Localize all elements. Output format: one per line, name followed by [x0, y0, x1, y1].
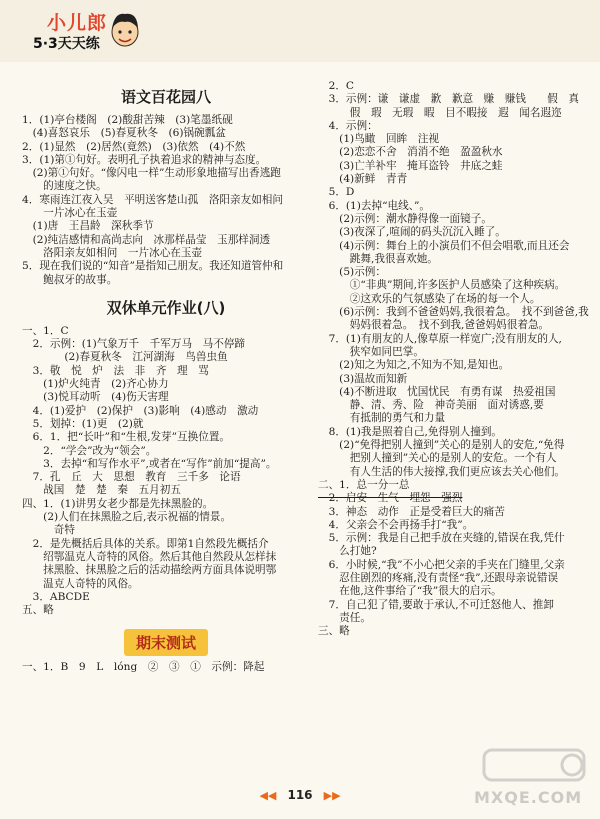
- answer-line: 鲍叔牙的故事。: [22, 273, 118, 286]
- answer-line: 奇特: [22, 524, 75, 537]
- answer-line: 温克人奇特的风俗。: [22, 577, 139, 590]
- answer-line: 一、1．B 9 L lóng ② ③ ① 示例：降起: [22, 661, 265, 674]
- answer-line: 5．现在我们说的“知音”是指知己朋友。我还知道管仲和: [22, 260, 284, 273]
- answer-line: 战国 楚 楚 秦 五月初五: [22, 484, 181, 497]
- answer-line: 8．(1)我是照着自己,免得别人撞到。: [318, 425, 503, 438]
- answer-line: 4．(1)爱护 (2)保护 (3)影响 (4)感动 激动: [22, 404, 259, 417]
- answer-line: (2)纯洁感情和高尚志向 冰那样晶莹 玉那样洞透: [22, 233, 271, 246]
- section-answers-weekend-homework: [22, 325, 310, 618]
- right-column: [318, 80, 588, 638]
- answer-line: (2)示例：潮水静得像一面镜子。: [318, 212, 492, 225]
- answer-line: 2．是先概括后具体的关系。即第1自然段先概括介: [22, 537, 269, 550]
- logo-subtitle: 5·3天天练: [33, 36, 100, 52]
- answer-line: (2)第①句好。“像闪电一样”生动形象地描写出香逃跑: [22, 167, 281, 180]
- answer-line-struck: [318, 492, 588, 505]
- logo-title: 小儿郎: [47, 12, 108, 34]
- answer-line: 假 瑕 无瑕 暇 目不暇接 遐 闻名遐迩: [318, 106, 562, 119]
- section-title-weekend-homework: 双休单元作业(八): [106, 298, 226, 317]
- answer-line: 4．父亲会不会再扬手打“我”。: [318, 518, 474, 531]
- answers-part-a: [318, 80, 588, 492]
- answer-line: (6)示例：我到不爸爸妈妈,我很着急。 找不到爸爸,我: [318, 306, 589, 319]
- answer-line: (1)鸟瞰 回眸 注视: [318, 133, 439, 146]
- left-column: [22, 80, 310, 675]
- answer-line: 5．D: [318, 186, 355, 199]
- answer-line: 洛阳亲友如相问 一片冰心在玉壶: [22, 246, 203, 259]
- answer-line: (2)人们在抹黑脸之后,表示祝福的情景。: [22, 511, 232, 524]
- answer-line: 3．示例：谦 谦虚 歉 歉意 赚 赚钱 假 真: [318, 93, 579, 106]
- answer-line: 4．示例：: [318, 119, 378, 132]
- answer-line: (2)恋恋不舍 消消不绝 盈盈秋水: [318, 146, 503, 159]
- answer-line: (4)示例：舞台上的小演员们不但会唱歌,而且还会: [318, 239, 570, 252]
- answer-line: 一片冰心在玉壶: [22, 207, 118, 220]
- answer-line: (5)示例：: [318, 266, 386, 279]
- answer-line: 的速度之快。: [22, 180, 107, 193]
- answer-line: ②这欢乐的气氛感染了在场的每一个人。: [318, 292, 541, 305]
- answer-line: 在他,这件事给了“我”很大的启示。: [318, 585, 502, 598]
- final-test-badge: 期末测试: [124, 629, 208, 656]
- section-title-garden-8: 语文百花园八: [120, 88, 211, 106]
- answer-line: 妈妈很着急。 找不到我,爸爸妈妈很着急。: [318, 319, 550, 332]
- answer-line: 把别人撞到”关心的是别人的安危。一个有人: [318, 452, 557, 465]
- answer-line: (4)新鲜 青青: [318, 173, 408, 186]
- watermark-mark-icon: [474, 744, 594, 788]
- next-arrows-icon: ▶▶: [323, 789, 341, 802]
- answer-line: (2)知之为知之,不知为不知,是知也。: [318, 359, 510, 372]
- answers-part-b: [318, 506, 588, 639]
- answer-line: 五、略: [22, 604, 54, 617]
- section-answers-garden-8: [22, 114, 310, 287]
- answer-line: (4)喜怒哀乐 (5)春夏秋冬 (6)锅碗瓢盆: [22, 127, 226, 140]
- answer-line: (3)夜深了,喧闹的码头沉沉入睡了。: [318, 226, 506, 239]
- boy-mascot-icon: [107, 8, 143, 52]
- answer-line: 3．去掉“和写作水平”,或者在“写作”前加“提高”。: [22, 457, 277, 470]
- answer-line: (3)温故而知新: [318, 372, 408, 385]
- answer-line: 6．小时候,“我”不小心把父亲的手夹在门缝里,父亲: [318, 558, 565, 571]
- answer-line: 7．孔 丘 大 思想 教育 三千多 论语: [22, 471, 241, 484]
- page-number: 116: [287, 788, 313, 802]
- answer-line: 1．(1)亭台楼阁 (2)酸甜苦辣 (3)笔墨纸砚: [22, 114, 233, 126]
- answer-line: 静、清、秀、险 神奇美丽 面对诱惑,要: [318, 399, 544, 412]
- answer-line: 3．敬 悦 炉 法 非 齐 理 骂: [22, 364, 209, 377]
- answer-line: 一、1．C: [22, 324, 69, 337]
- answer-line: ①“非典”期间,许多医护人员感染了这种疾病。: [318, 279, 566, 292]
- answer-line: 四、1．(1)讲男女老少都是先抹黑脸的。: [22, 497, 214, 510]
- answer-line: (3)悦耳动听 (4)伤天害理: [22, 391, 169, 404]
- answer-line: 6．1．把“长叶”和“生根,发芽”互换位置。: [22, 431, 231, 444]
- answer-line: 二、1．总一分一总: [318, 478, 410, 491]
- watermark-text: MXQE.COM: [474, 788, 583, 807]
- answer-line: 抹黑脸、抹黑脸之后的活动描绘两方面具体说明鄂: [22, 564, 277, 577]
- struck-words: 2．启安 生气 埋怨 强烈: [318, 492, 463, 505]
- answer-line: (1)唐 王昌龄 深秋季节: [22, 220, 154, 233]
- answer-line: 3．(1)第①句好。表明孔子执着追求的精神与态度。: [22, 153, 267, 166]
- answer-line: 2．C: [318, 80, 355, 92]
- answer-line: 6．(1)去掉“电线、”。: [318, 199, 431, 212]
- answer-line: 责任。: [318, 611, 371, 624]
- answer-line: 5．示例：我是自己把手放在夹缝的,错误在我,凭什: [318, 532, 565, 545]
- answer-line: 2．(1)显然 (2)居然(竟然) (3)依然 (4)不然: [22, 140, 246, 153]
- answer-line: (3)亡羊补牢 掩耳盗铃 井底之蛙: [318, 159, 503, 172]
- answer-line: (1)炉火纯青 (2)齐心协力: [22, 378, 169, 391]
- answer-line: 么打她?: [318, 545, 377, 558]
- answer-line: 三、略: [318, 625, 350, 638]
- answer-line: 7．(1)有朋友的人,像草原一样宽广;没有朋友的人,: [318, 332, 562, 345]
- answer-line: 2．示例：(1)气象万千 千军万马 马不停蹄: [22, 338, 246, 351]
- answer-line: 4．寒雨连江夜入吴 平明送客楚山孤 洛阳亲友如相问: [22, 193, 283, 206]
- answer-line: 绍鄂温克人奇特的风俗。然后其他自然段从怎样抹: [22, 550, 277, 563]
- answer-line: 跳舞,我很喜欢她。: [318, 252, 438, 265]
- answer-line: 有抵制的勇气和力量: [318, 412, 446, 425]
- answer-line: 3．神态 动作 正是受着巨大的痛苦: [318, 505, 505, 518]
- answer-line: 3．ABCDE: [22, 590, 90, 603]
- answer-line: 狭窄如同巴掌。: [318, 345, 424, 358]
- answer-line: (4)不断进取 忧国忧民 有勇有谋 热爱祖国: [318, 385, 556, 398]
- answer-line: (2)“免得把别人撞到”关心的是别人的安危,“免得: [318, 439, 565, 452]
- answer-line: 5．划掉：(1)更 (2)就: [22, 417, 144, 430]
- answer-line: 7．自己犯了错,要敢于承认,不可迁怒他人、推卸: [318, 598, 554, 611]
- answer-line: 有人生活的伟大接撑,我们更应该去关心他们。: [318, 465, 566, 478]
- watermark-logo: [474, 744, 594, 814]
- answer-line: (2)春夏秋冬 江河湖海 鸟兽虫鱼: [22, 351, 228, 364]
- brand-logo: [25, 8, 145, 63]
- answer-line: 2．“学会”改为“领会”。: [22, 444, 157, 457]
- answer-line: 忍住剧烈的疼痛,没有责怪“我”,还跟母亲说错误: [318, 571, 559, 584]
- prev-arrows-icon: ◀◀: [259, 789, 277, 802]
